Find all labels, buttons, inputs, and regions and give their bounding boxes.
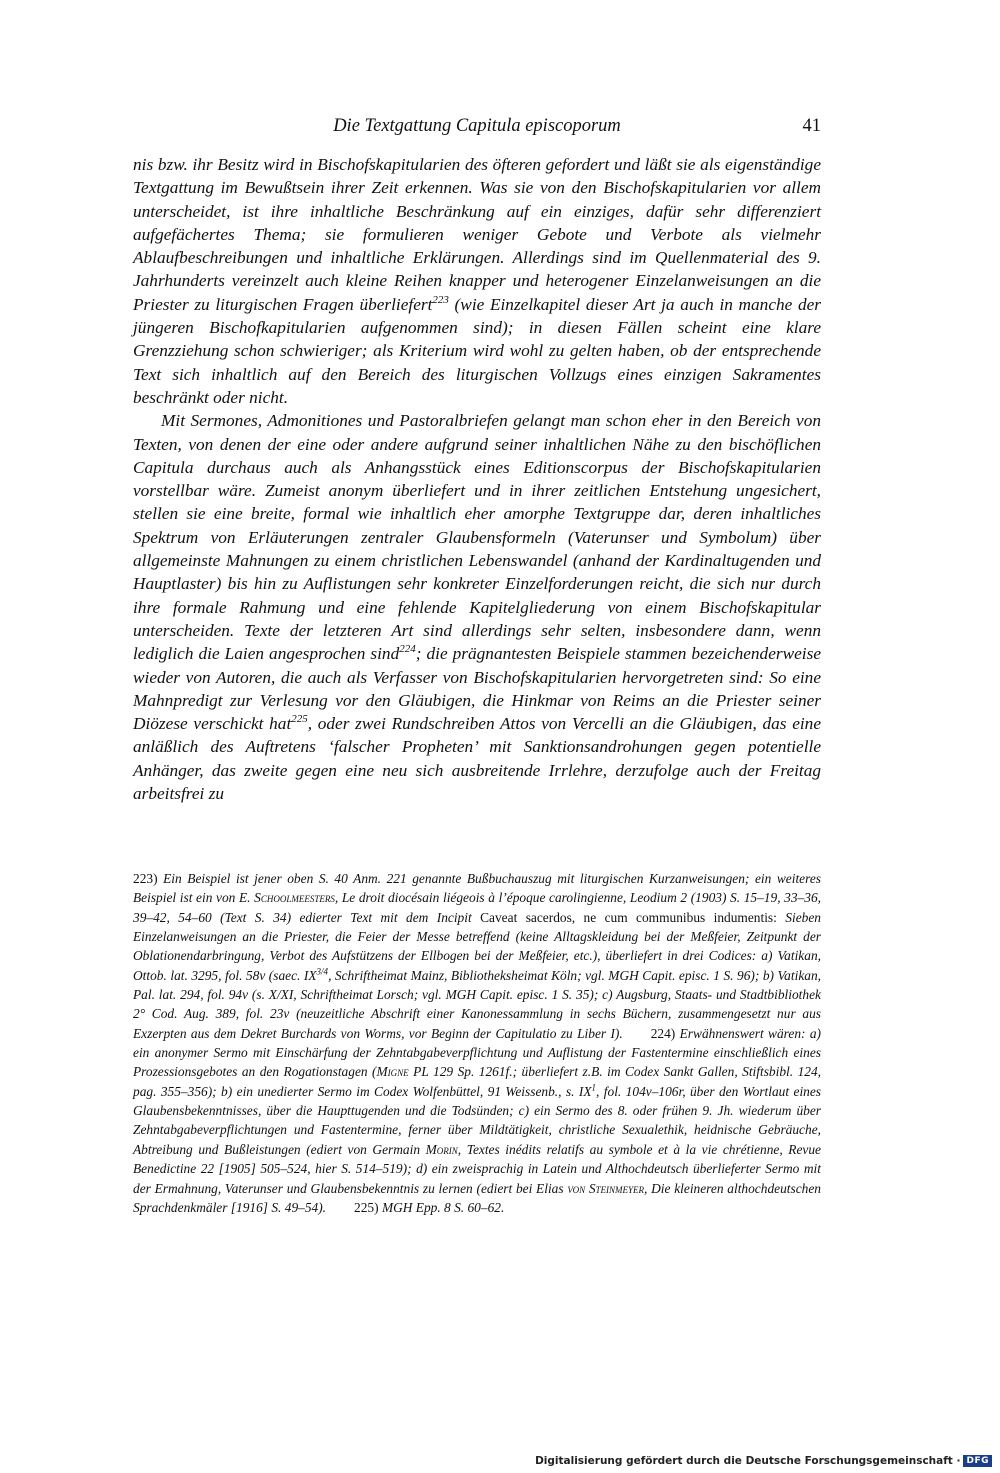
footnote-224-number: 224) [650, 1025, 676, 1041]
main-text [133, 153, 821, 805]
funding-notice [535, 1455, 992, 1467]
running-title: Die Textgattung Capitula episcoporum [333, 116, 621, 136]
footnote-223-text-d: , Schriftheimat Mainz, Bibliotheksheimat Köln; vgl. MGH Capit. episc. 1 S. 96); b) Vatikan, Pal. lat. 294, fol. 94v (s. X/XI, Schriftheimat Lorsch; vgl. MGH Capit. episc. 1 S. 35); c) Augsburg, Staats- und Stadtbibliothek 2° Cod. Aug. 389, fol. 23v (neuzeitliche Abschrift einer Kanonessammlung in sechs Büchern, zusammengesetzt nur aus Exzerpten aus dem Dekret Burchards von Worms, vor Beginn der Capitulatio zu Liber I). [133, 967, 822, 1041]
footnote-224-morin: Morin [425, 1141, 458, 1157]
footnote-223-incipit: Caveat sacerdos, ne cum communibus indumentis: [480, 909, 777, 925]
footnotes [133, 869, 821, 1217]
footnote-224-text-e: , Die kleineren althochdeutschen Sprachdenkmäler [1916] S. 49–54). [133, 1180, 821, 1215]
paragraph-2-text-a: Mit Sermones, Admonitiones und Pastoralbriefen gelangt man schon eher in den Bereich von Texten, von denen der eine oder andere aufgrund seiner inhaltlichen Nähe zu den bischöflichen Capitula durchaus auch als Anhangsstück eines Editionscorpus der Bischofskapitularien vorstellbar wäre. Zumeist anonym überliefert und in ihrer zeitlichen Entstehung ungesichert, stellen sie eine breite, formal wie inhaltlich eher amorphe Textgruppe dar, deren inhaltliches Spektrum von Erläuterungen zentraler Glaubensformeln (Vaterunser und Symbolum) über allgemeinste Mahnungen zu einem christlichen Lebenswandel (anhand der Kardinaltugenden und Hauptlaster) bis hin zu Auflistungen sehr konkreter Einzelforderungen reicht, die sich nur durch ihre formale Rahmung und eine fehlende Kapitelgliederung von einem Bischofskapitular unterscheiden. Texte der letzteren Art sind allerdings sehr selten, insbesondere dann, wenn lediglich die Laien angesprochen sind [133, 411, 821, 664]
footnote-225-number: 225) [354, 1199, 379, 1215]
footnote-ref-224: 224 [399, 643, 416, 656]
footnote-223-text-c: Sieben Einzelanweisungen an die Priester, die Feier der Messe betreffend (keine Alltagskleidung bei der Meßfeier, Zeitpunkt der Oblationendarbringung, Verbot des Aufstützens der Ellbogen bei der Meßfeier, etc.), überliefert in drei Codices: a) Vatikan, Ottob. lat. 3295, fol. 58v (saec. IX [133, 909, 821, 983]
funding-text: Digitalisierung gefördert durch die Deutsche Forschungsgemeinschaft · [535, 1455, 961, 1467]
paragraph-1-text-b: (wie Einzelkapitel dieser Art ja auch in manche der jüngeren Bischofkapitularien aufgenommen sind); in diesen Fällen scheint eine klare Grenzziehung schon schwieriger; als Kriterium wird wohl zu gelten haben, ob der entsprechende Text sich inhaltlich auf den Bereich des liturgischen Vollzugs eines einzigen Sakramentes beschränkt oder nicht. [133, 294, 821, 407]
paragraph-1 [133, 153, 821, 409]
footnote-223-author: Schoolmeesters [254, 890, 335, 906]
paragraph-2-text-c: , oder zwei Rundschreiben Attos von Vercelli an die Gläubigen, das eine anläßlich des Auftretens ‘falscher Propheten’ mit Sanktionsandrohungen gegen potentielle Anhänger, das zweite gegen eine neu sich ausbreitende Irrlehre, derzufolge auch der Freitag arbeitsfrei zu [133, 714, 821, 804]
dfg-logo: DFG [963, 1455, 992, 1467]
footnote-block [133, 869, 821, 1217]
running-header [133, 116, 821, 142]
footnote-224-text-b: PL 129 Sp. 1261f.; überliefert z.B. im Codex Sankt Gallen, Stiftsbibl. 124, pag. 355–356); b) ein unedierter Sermo im Codex Wolfenbüttel, 91 Weissenb., s. IX [133, 1064, 822, 1099]
footnote-223-number: 223) [133, 871, 158, 886]
footnote-224-migne: Migne [376, 1064, 409, 1080]
footnote-223-text-b: , Le droit diocésain liégeois à l’époque carolingienne, Leodium 2 (1903) S. 15–19, 33–36, 39–42, 54–60 (Text S. 34) edierter Text mit dem Incipit [133, 890, 821, 925]
footnote-223-text-a: Ein Beispiel ist jener oben S. 40 Anm. 221 genannte Bußbuchauszug mit liturgischen Kurzanweisungen; ein weiteres Beispiel ist ein von E. [133, 871, 821, 906]
footnote-ref-225: 225 [291, 713, 308, 726]
page-number: 41 [802, 116, 821, 136]
footnote-223-superscript: 3/4 [316, 966, 329, 977]
footnote-224-text-c: , fol. 104v–106r, über den Wortlaut eines Glaubensbekenntnisses, über die Haupttugenden und die Todsünden; c) ein Sermo des 8. oder frühen 9. Jh. wiederum über Zehntabgabeverpflichtungen und Fastentermine, ferner über Mildtätigkeit, christliche Sexualethik, heidnische Gebräuche, Abtreibung und Bußleistungen (ediert von Germain [133, 1083, 822, 1157]
footnote-225-text: MGH Epp. 8 S. 60–62. [381, 1199, 505, 1215]
footnote-224-steinmeyer: von Steinmeyer [567, 1180, 645, 1196]
footnote-224-superscript: 1 [591, 1082, 597, 1093]
footnote-224-text-a: Erwähnenswert wären: a) ein anonymer Sermo mit Einschärfung der Zehntabgabeverpflichtung und Auflistung der Fastentermine einschließlich eines Prozessionsgebotes an den Rogationstagen ( [133, 1025, 821, 1080]
paragraph-1-text-a: nis bzw. ihr Besitz wird in Bischofskapitularien des öfteren gefordert und läßt sie als eigenständige Textgattung im Bewußtsein ihrer Zeit erkennen. Was sie von den Bischofskapitularien vor allem unterscheidet, ist ihre inhaltliche Beschränkung auf ein einziges, dafür sehr differenziert aufgefächertes Thema; sie formulieren weniger Gebote und Verbote als vielmehr Ablaufbeschreibungen und inhaltliche Erklärungen. Allerdings sind im Quellenmaterial des 9. Jahrhunderts vereinzelt auch kleine Reihen knapper und heterogener Einzelanweisungen an die Priester zu liturgischen Fragen überliefert [133, 155, 821, 314]
footnote-ref-223: 223 [432, 294, 449, 307]
paragraph-2-text-b: ; die prägnantesten Beispiele stammen bezeichenderweise wieder von Autoren, die auch als Verfasser von Bischofskapitularien hervorgetreten sind: So eine Mahnpredigt zur Verlesung vor den Gläubigen, die Hinkmar von Reims an die Priester seiner Diözese verschickt hat [133, 644, 821, 734]
footnote-224-text-d: , Textes inédits relatifs au symbole et à la vie chrétienne, Revue Benedictine 22 [1905] 505–524, hier S. 514–519); d) ein zweisprachig in Latein und Althochdeutsch überlieferter Sermo mit der Ermahnung, Vaterunser und Glaubensbekenntnis zu lernen (ediert bei Elias [133, 1141, 821, 1196]
paragraph-2 [133, 409, 821, 805]
